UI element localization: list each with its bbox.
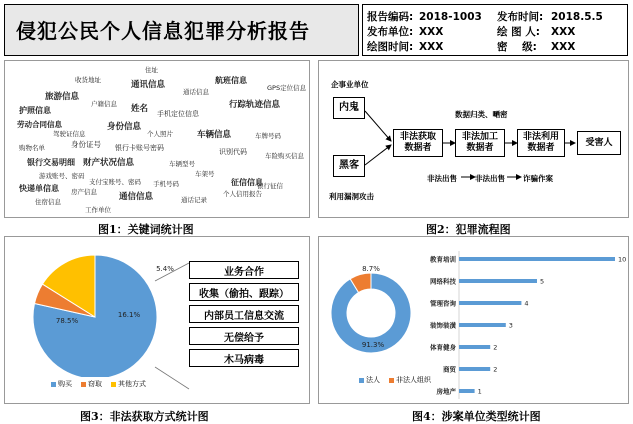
unit-bar-5 (459, 367, 490, 371)
fig2-caption: 图2：犯罪流程图 (426, 223, 511, 236)
report-code-label: 报告编码: (367, 11, 414, 23)
unit-bar-category-2: 管理咨询 (430, 299, 456, 308)
keyword-23: 银行交易明细 (27, 158, 75, 167)
legend-sell-1: 非法出售 (427, 174, 457, 183)
unit-bar-2 (459, 301, 521, 305)
keyword-35: 个人信用报告 (223, 190, 262, 198)
publisher-label: 发布单位: (367, 26, 414, 38)
legend-fraud: 诈骗作案 (523, 174, 553, 183)
method-pie-value-label-1: 5.4% (156, 265, 174, 273)
keyword-38: 工作单位 (85, 206, 111, 214)
keyword-10: 护照信息 (19, 106, 51, 115)
node-process: 非法加工 数据者 (455, 129, 505, 157)
method-pie-legend-swatch-2 (111, 382, 116, 387)
method-pie-legend-swatch-1 (81, 382, 86, 387)
node-hacker: 黑客 (333, 155, 365, 177)
method-pie-chart (5, 237, 185, 377)
unit-panel (318, 236, 629, 404)
keyword-22: 车险购买信息 (265, 152, 304, 160)
unit-bar-1 (459, 279, 537, 283)
keyword-25: 车辆型号 (169, 160, 195, 168)
unit-bar-value-6: 1 (477, 387, 482, 396)
keyword-6: 旅游信息 (45, 92, 80, 102)
company-insider-label: 企事业单位 (331, 80, 369, 89)
draw-time: XXX (419, 41, 444, 53)
secret: XXX (551, 41, 576, 53)
unit-bar-0 (459, 257, 615, 261)
keyword-26: 游戏账号、密码 (39, 172, 85, 180)
keyword-16: 车牌号码 (255, 132, 281, 140)
keyword-21: 识别代码 (219, 148, 247, 156)
keyword-28: 支付宝账号、密码 (89, 178, 141, 186)
unit-donut-chart (319, 237, 419, 377)
unit-donut-value-label-0: 91.3% (361, 341, 385, 349)
page-title: 侵犯公民个人信息犯罪分析报告 (16, 19, 310, 43)
node-victim: 受害人 (577, 131, 621, 155)
keyword-36: 住宿信息 (35, 198, 61, 206)
keyword-3: 航班信息 (215, 76, 247, 85)
flow-panel (318, 60, 629, 218)
keyword-4: GPS定位信息 (267, 84, 307, 92)
keyword-32: 房产信息 (71, 188, 97, 196)
keyword-7: 户籍信息 (91, 100, 117, 108)
unit-bar-category-6: 房地产 (436, 387, 456, 396)
unit-bar-value-2: 4 (524, 299, 529, 308)
unit-donut-legend-item-0 (359, 375, 380, 385)
unit-bar-3 (459, 323, 506, 327)
unit-bar-value-3: 3 (508, 321, 513, 330)
keyword-12: 劳动合同信息 (17, 120, 62, 129)
unit-bar-value-5: 2 (493, 365, 498, 374)
unit-donut-legend-swatch-0 (359, 378, 364, 383)
keyword-1: 收货地址 (75, 76, 101, 84)
keyword-5: 通话信息 (183, 88, 209, 96)
method-pie-value-label-2: 16.1% (117, 311, 141, 319)
fig3-caption: 图3：非法获取方式统计图 (80, 410, 209, 423)
keyword-37: 通话记录 (181, 196, 207, 204)
meta-row-2 (367, 24, 575, 39)
unit-bar-category-5: 商贸 (443, 365, 456, 374)
publisher: XXX (419, 26, 444, 38)
keyword-19: 车辆信息 (197, 130, 232, 140)
drawer-label: 绘 图 人: (497, 26, 541, 38)
keyword-cloud-panel (4, 60, 310, 218)
fig4-caption: 图4：涉案单位类型统计图 (412, 410, 541, 423)
keyword-18: 购物名单 (19, 144, 45, 152)
keyword-14: 驾驶证信息 (53, 130, 86, 138)
draw-time-label: 绘图时间: (367, 41, 414, 53)
node-use: 非法利用 数据者 (517, 129, 565, 157)
meta-row-3 (367, 39, 575, 54)
unit-bar-value-0: 10 (618, 255, 627, 264)
unit-bar-category-4: 体育健身 (430, 343, 456, 352)
keyword-13: 身份信息 (107, 122, 142, 132)
method-pie-legend-label-1: 窃取 (88, 380, 102, 388)
node-insider: 内鬼 (333, 97, 365, 119)
unit-donut-value-label-1: 8.7% (362, 265, 380, 273)
meta-box (362, 4, 628, 56)
method-pie-legend-item-1 (81, 379, 102, 389)
keyword-33: 银行征信 (257, 182, 283, 190)
keyword-0: 住址 (145, 66, 158, 74)
unit-bar-category-3: 装饰装潢 (430, 321, 456, 330)
legend-sell-2: 非法出售 (475, 174, 505, 183)
method-pie-legend-item-2 (111, 379, 146, 389)
method-pie-value-label-0: 78.5% (55, 317, 79, 325)
method-item-0: 业务合作 (189, 261, 299, 279)
keyword-29: 手机号码 (153, 180, 179, 188)
node-obtain: 非法获取 数据者 (393, 129, 443, 157)
unit-donut-legend-label-0: 法人 (366, 376, 380, 384)
unit-donut-legend-swatch-1 (389, 378, 394, 383)
method-pie-legend (51, 379, 191, 391)
keyword-31: 快递单信息 (19, 184, 59, 193)
drawer: XXX (551, 26, 576, 38)
publish-time-label: 发布时间: (497, 11, 544, 23)
keyword-27: 车架号 (195, 170, 215, 178)
method-pie-legend-label-2: 其他方式 (118, 380, 146, 388)
unit-donut-legend-label-1: 非法人组织 (396, 376, 431, 384)
unit-bar-value-4: 2 (493, 343, 498, 352)
keyword-17: 身份证号 (71, 140, 101, 149)
keyword-2: 通讯信息 (131, 80, 166, 90)
secret-label: 密 级: (497, 41, 537, 53)
keyword-24: 财产状况信息 (83, 158, 135, 168)
method-panel (4, 236, 310, 404)
keyword-15: 个人照片 (147, 130, 173, 138)
keyword-20: 银行卡账号密码 (115, 144, 164, 152)
keyword-11: 手机定位信息 (157, 110, 199, 118)
hacker-method-label: 利用漏洞攻击 (329, 192, 374, 201)
keyword-9: 行踪轨迹信息 (229, 100, 281, 110)
unit-bar-4 (459, 345, 490, 349)
fig1-caption: 图1：关键词统计图 (98, 223, 194, 236)
meta-row-1 (367, 9, 603, 24)
keyword-34: 通信信息 (119, 192, 154, 202)
unit-bar-value-1: 5 (540, 277, 545, 286)
method-item-1: 收集（偷拍、跟踪） (189, 283, 299, 301)
unit-bar-category-0: 教育培训 (430, 255, 456, 264)
method-item-4: 木马病毒 (189, 349, 299, 367)
method-item-2: 内部员工信息交流 (189, 305, 299, 323)
publish-time: 2018.5.5 (551, 11, 603, 23)
method-pie-legend-swatch-0 (51, 382, 56, 387)
collect-label: 数据归类、嗮密 (455, 110, 508, 119)
unit-bar-6 (459, 389, 475, 393)
method-pie-legend-item-0 (51, 379, 72, 389)
method-pie-legend-label-0: 购买 (58, 380, 72, 388)
method-item-3: 无偿给予 (189, 327, 299, 345)
unit-bar-category-1: 网络科技 (430, 277, 456, 286)
keyword-8: 姓名 (131, 104, 149, 114)
unit-bar-chart (419, 241, 630, 401)
report-code: 2018-1003 (419, 11, 482, 23)
keyword-30: 征信信息 (231, 178, 263, 187)
